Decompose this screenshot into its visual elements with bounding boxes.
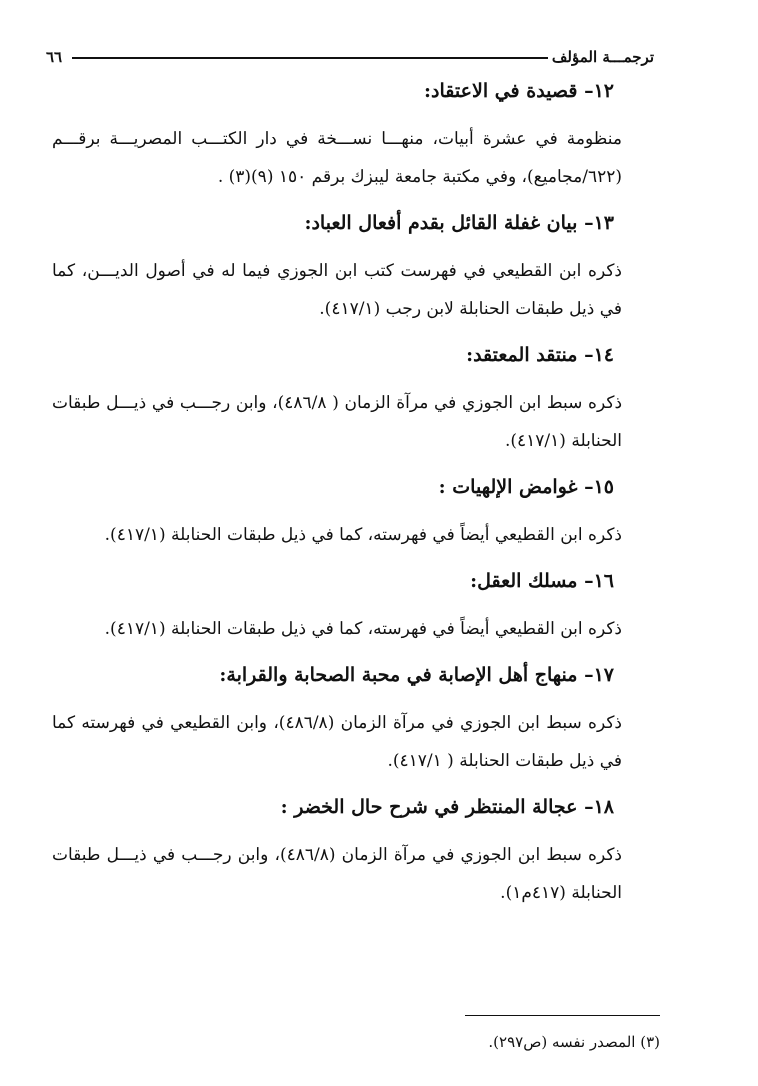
- section-heading: ١٣– بيان غفلة القائل بقدم أفعال العباد:: [304, 212, 614, 234]
- section-body: ذكره سبط ابن الجوزي في مرآة الزمان (٤٨٦/٨)، وابن القطيعي في فهرسته كما في ذيل طبقات الحنابلة ( ٤١٧/١).: [52, 713, 622, 771]
- footnotes: [460, 1015, 660, 1054]
- section-body: ذكره ابن القطيعي في فهرست كتب ابن الجوزي فيما له في أصول الديـــن، كما في ذيل طبقات الحنابلة لابن رجب (٤١٧/١).: [52, 261, 622, 319]
- section-heading: ١٢– قصيدة في الاعتقاد:: [424, 80, 614, 102]
- section-body: ذكره سبط ابن الجوزي في مرآة الزمان ( ٤٨٦/٨)، وابن رجـــب في ذيـــل طبقات الحنابلة (٤١٧/١).: [52, 393, 623, 451]
- footnote-3: (٣) المصدر نفسه (ص٢٩٧).: [488, 1033, 660, 1051]
- section-body: منظومة في عشرة أبيات، منهـــا نســـخة في دار الكتـــب المصريـــة برقـــم (٦٢٢/مجاميع)، وفي مكتبة جامعة ليبزك برقم ١٥٠ (٩)(٣) .: [52, 129, 622, 187]
- running-header: [46, 36, 654, 66]
- section-body: ذكره ابن القطيعي أيضاً في فهرسته، كما في ذيل طبقات الحنابلة (٤١٧/١).: [104, 619, 622, 639]
- section-heading: ١٤– منتقد المعتقد:: [466, 344, 614, 366]
- header-rule: [72, 57, 548, 59]
- section-heading: ١٨– عجالة المنتظر في شرح حال الخضر :: [280, 796, 614, 818]
- section-18: [52, 792, 622, 912]
- section-body: ذكره ابن القطيعي أيضاً في فهرسته، كما في ذيل طبقات الحنابلة (٤١٧/١).: [104, 525, 622, 545]
- section-body: ذكره سبط ابن الجوزي في مرآة الزمان (٤٨٦/٨)، وابن رجـــب في ذيـــل طبقات الحنابلة (٤١٧م١).: [52, 845, 622, 903]
- section-15: [52, 472, 622, 554]
- section-16: [52, 566, 622, 648]
- header-title: ترجمـــة المؤلف: [551, 48, 654, 66]
- section-heading: ١٦– مسلك العقل:: [470, 570, 614, 592]
- main-text: [52, 70, 622, 924]
- section-14: [52, 340, 622, 460]
- footnote-rule: [465, 1015, 660, 1016]
- page-number: ٦٦: [46, 48, 63, 66]
- section-heading: ١٥– غوامض الإلهيات :: [438, 476, 614, 498]
- section-heading: ١٧– منهاج أهل الإصابة في محبة الصحابة والقرابة:: [219, 664, 614, 686]
- section-13: [52, 208, 622, 328]
- section-12: [52, 76, 622, 196]
- section-17: [52, 660, 622, 780]
